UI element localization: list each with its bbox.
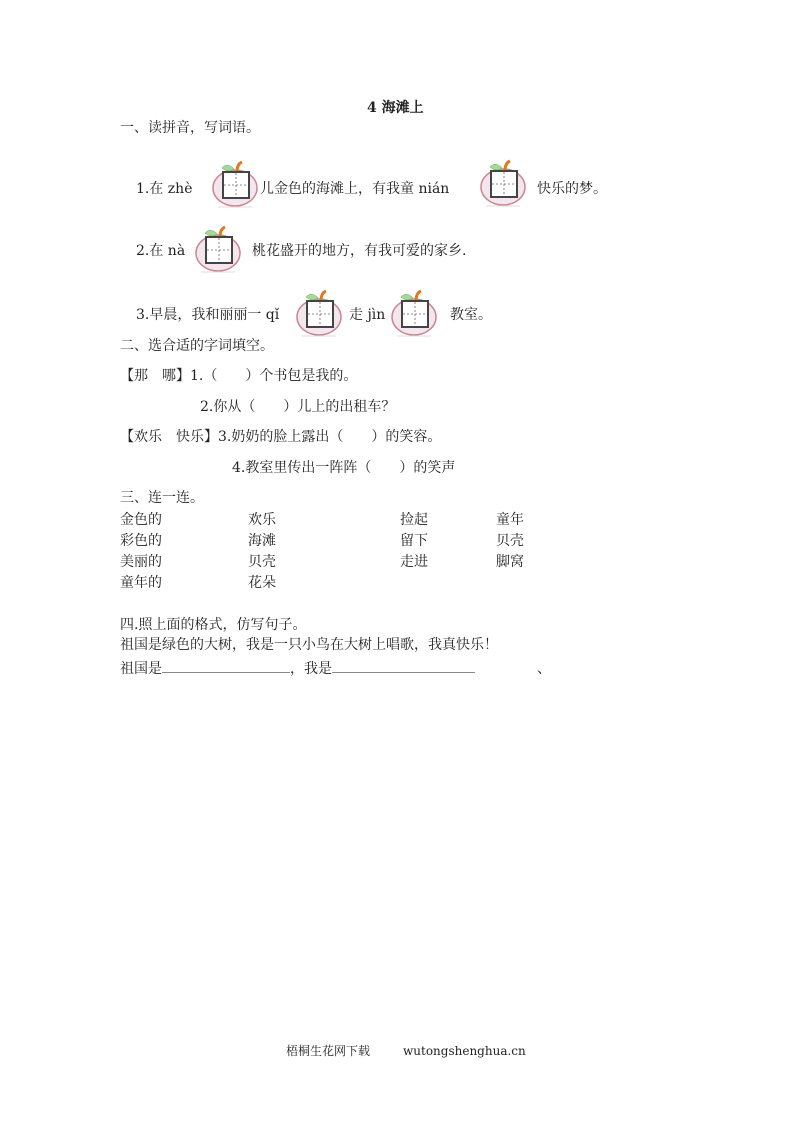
fill-line: 【欢乐 快乐】3.奶奶的脸上露出（ ）的笑容。 <box>120 429 442 445</box>
match-item: 捡起 <box>400 512 428 528</box>
match-item: 欢乐 <box>248 512 276 528</box>
match-item: 童年 <box>496 512 524 528</box>
imitation-sentence <box>120 658 551 678</box>
match-item: 金色的 <box>120 512 162 528</box>
answer-blank[interactable] <box>162 658 290 673</box>
q2-prefix: 2.在 nà <box>136 243 186 259</box>
apple-writing-box-icon[interactable] <box>478 157 528 207</box>
q3-middle: 走 jìn <box>349 307 386 323</box>
match-item: 贝壳 <box>496 533 524 549</box>
q1-middle: 儿金色的海滩上，有我童 nián <box>260 181 450 197</box>
apple-writing-box-icon[interactable] <box>389 287 439 337</box>
match-item: 脚窝 <box>496 554 524 570</box>
match-item: 海滩 <box>248 533 276 549</box>
imitation-part-1: 祖国是 <box>120 661 162 677</box>
section3-heading: 三、连一连。 <box>120 490 204 506</box>
imitation-part-2: ，我是 <box>290 661 332 677</box>
fill-line: 2.你从（ ）儿上的出租车？ <box>200 399 396 415</box>
fill-line: 4.教室里传出一阵阵（ ）的笑声 <box>232 460 456 476</box>
page-title: 4 海滩上 <box>367 100 424 116</box>
apple-writing-box-icon[interactable] <box>294 287 344 337</box>
apple-writing-box-icon[interactable] <box>193 223 243 273</box>
q2-suffix: 桃花盛开的地方，有我可爱的家乡. <box>252 243 467 259</box>
q1-suffix: 快乐的梦。 <box>537 181 607 197</box>
footer-url: wutongshenghua.cn <box>403 1044 526 1058</box>
match-item: 彩色的 <box>120 533 162 549</box>
match-item: 留下 <box>400 533 428 549</box>
match-item: 美丽的 <box>120 554 162 570</box>
match-item: 贝壳 <box>248 554 276 570</box>
section4-heading: 四.照上面的格式，仿写句子。 <box>120 617 307 633</box>
section1-heading: 一、读拼音，写词语。 <box>120 120 260 136</box>
q3-prefix: 3.早晨，我和丽丽一 qǐ <box>136 307 280 323</box>
footer-site-name: 梧桐生花网下载 <box>286 1044 371 1058</box>
q3-suffix: 教室。 <box>450 307 492 323</box>
section2-heading: 二、选合适的字词填空。 <box>120 338 274 354</box>
example-sentence: 祖国是绿色的大树，我是一只小鸟在大树上唱歌，我真快乐！ <box>120 637 498 653</box>
match-item: 童年的 <box>120 575 162 591</box>
q1-prefix: 1.在 zhè <box>136 181 193 197</box>
match-item: 花朵 <box>248 575 276 591</box>
match-item: 走进 <box>400 554 428 570</box>
answer-blank[interactable] <box>332 658 475 673</box>
fill-line: 【那 哪】1.（ ）个书包是我的。 <box>120 368 358 384</box>
imitation-part-3: 、 <box>537 661 551 677</box>
apple-writing-box-icon[interactable] <box>210 158 260 208</box>
